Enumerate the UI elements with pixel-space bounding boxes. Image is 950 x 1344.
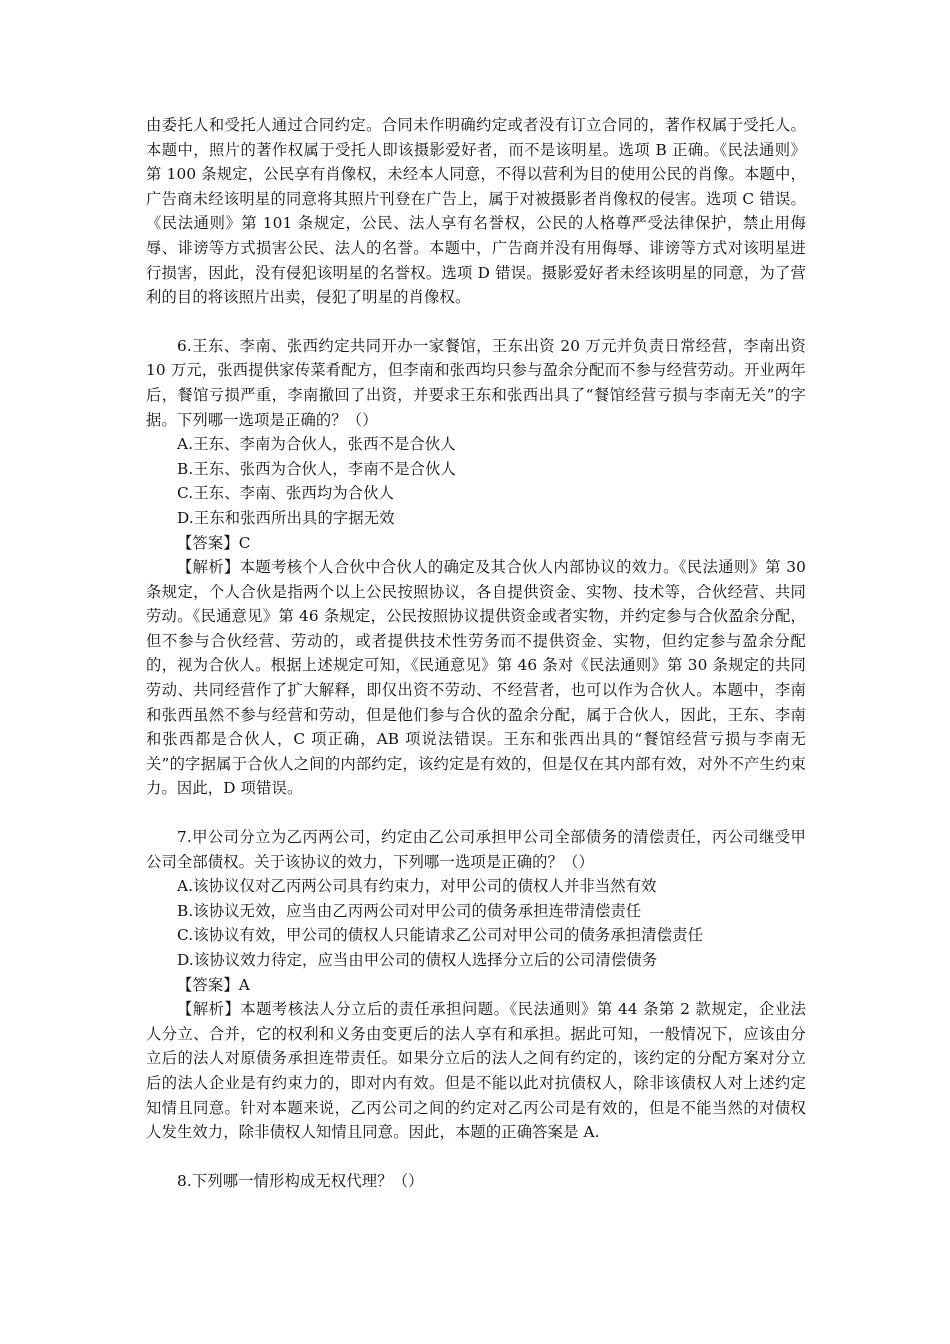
question-7-stem: 7.甲公司分立为乙丙两公司，约定由乙公司承担甲公司全部债务的清偿责任，丙公司继受甲公司全部债权。关于该协议的效力，下列哪一选项是正确的？（） [146, 828, 806, 871]
question-7-option-a: A.该协议仅对乙丙两公司具有约束力，对甲公司的债权人并非当然有效 [177, 877, 657, 896]
question-8 [146, 1169, 806, 1194]
question-6-option-b: B.王东、张西为合伙人，李南不是合伙人 [177, 459, 457, 478]
question-7-option-d: D.该协议效力待定，应当由甲公司的债权人选择分立后的公司清偿债务 [177, 951, 658, 969]
question-7-answer: 【答案】A [177, 975, 250, 994]
question-6-stem: 6.王东、李南、张西约定共同开办一家餐馆，王东出资 20 万元并负责日常经营，李南出资 10 万元，张西提供家传菜肴配方，但李南和张西均只参与盈余分配而不参与经营劳动。开业两年后，餐馆亏损严重，李南撤回了出资，并要求王东和张西出具了“餐馆经营亏损与李南无关”的字据。下列哪一选项是正确的？（） [146, 336, 806, 429]
intro-paragraph: 由委托人和受托人通过合同约定。合同未作明确约定或者没有订立合同的，著作权属于受托人。本题中，照片的著作权属于受托人即该摄影爱好者，而不是该明星。选项 B 正确。《民法通则》第 100 条规定，公民享有肖像权，未经本人同意，不得以营利为目的使用公民的肖像。本题中，广告商未经该明星的同意将其照片刊登在广告上，属于对被摄影者肖像权的侵害。选项 C 错误。《民法通则》第 101 条规定，公民、法人享有名誉权，公民的人格尊严受法律保护，禁止用侮辱、诽谤等方式损害公民、法人的名誉。本题中，广告商并没有用侮辱、诽谤等方式对该明星进行损害，因此，没有侵犯该明星的名誉权。选项 D 错误。摄影爱好者未经该明星的同意，为了营利的目的将该照片出卖，侵犯了明星的肖像权。 [146, 116, 806, 307]
question-7-option-c: C.该协议有效，甲公司的债权人只能请求乙公司对甲公司的债务承担清偿责任 [177, 926, 704, 945]
question-6-answer: 【答案】C [177, 533, 251, 552]
question-7-analysis: 【解析】本题考核法人分立后的责任承担问题。《民法通则》第 44 条第 2 款规定，企业法人分立、合并，它的权利和义务由变更后的法人享有和承担。据此可知，一般情况下，应该由分立后的法人对原债务承担连带责任。如果分立后的法人之间有约定的，该约定的分配方案对分立后的法人企业是有约束力的，即对内有效。但是不能以此对抗债权人，除非该债权人对上述约定知情且同意。针对本题来说，乙丙公司之间的约定对乙丙公司是有效的，但是不能当然的对债权人发生效力，除非债权人知情且同意。因此，本题的正确答案是 A. [146, 1000, 806, 1142]
question-6-option-c: C.王东、李南、张西均为合伙人 [177, 484, 395, 503]
question-8-stem: 8.下列哪一情形构成无权代理？（） [177, 1171, 424, 1190]
spacer [146, 1145, 806, 1169]
spacer [146, 310, 806, 334]
question-6-option-a: A.王东、李南为合伙人，张西不是合伙人 [177, 435, 456, 454]
document-body [146, 113, 806, 1193]
question-6-analysis: 【解析】本题考核个人合伙中合伙人的确定及其合伙人内部协议的效力。《民法通则》第 30 条规定，个人合伙是指两个以上公民按照协议，各自提供资金、实物、技术等，合伙经营、共同劳动。《民通意见》第 46 条规定，公民按照协议提供资金或者实物，并约定参与合伙盈余分配，但不参与合伙经营、劳动的，或者提供技术性劳务而不提供资金、实物，但约定参与盈余分配的，视为合伙人。根据上述规定可知，《民通意见》第 46 条对《民法通则》第 30 条规定的共同劳动、共同经营作了扩大解释，即仅出资不劳动、不经营者，也可以作为合伙人。本题中，李南和张西虽然不参与经营和劳动，但是他们参与合伙的盈余分配，属于合伙人，因此，王东、李南和张西都是合伙人，C 项正确，AB 项说法错误。王东和张西出具的“餐馆经营亏损与李南无关”的字据属于合伙人之间的内部约定，该约定是有效的，但是仅在其内部有效，对外不产生约束力。因此，D 项错误。 [146, 558, 806, 798]
question-6-option-d: D.王东和张西所出具的字据无效 [177, 508, 395, 527]
question-7-option-b: B.该协议无效，应当由乙丙两公司对甲公司的债务承担连带清偿责任 [177, 901, 642, 920]
question-6 [146, 334, 806, 801]
spacer [146, 801, 806, 825]
question-7 [146, 825, 806, 1145]
